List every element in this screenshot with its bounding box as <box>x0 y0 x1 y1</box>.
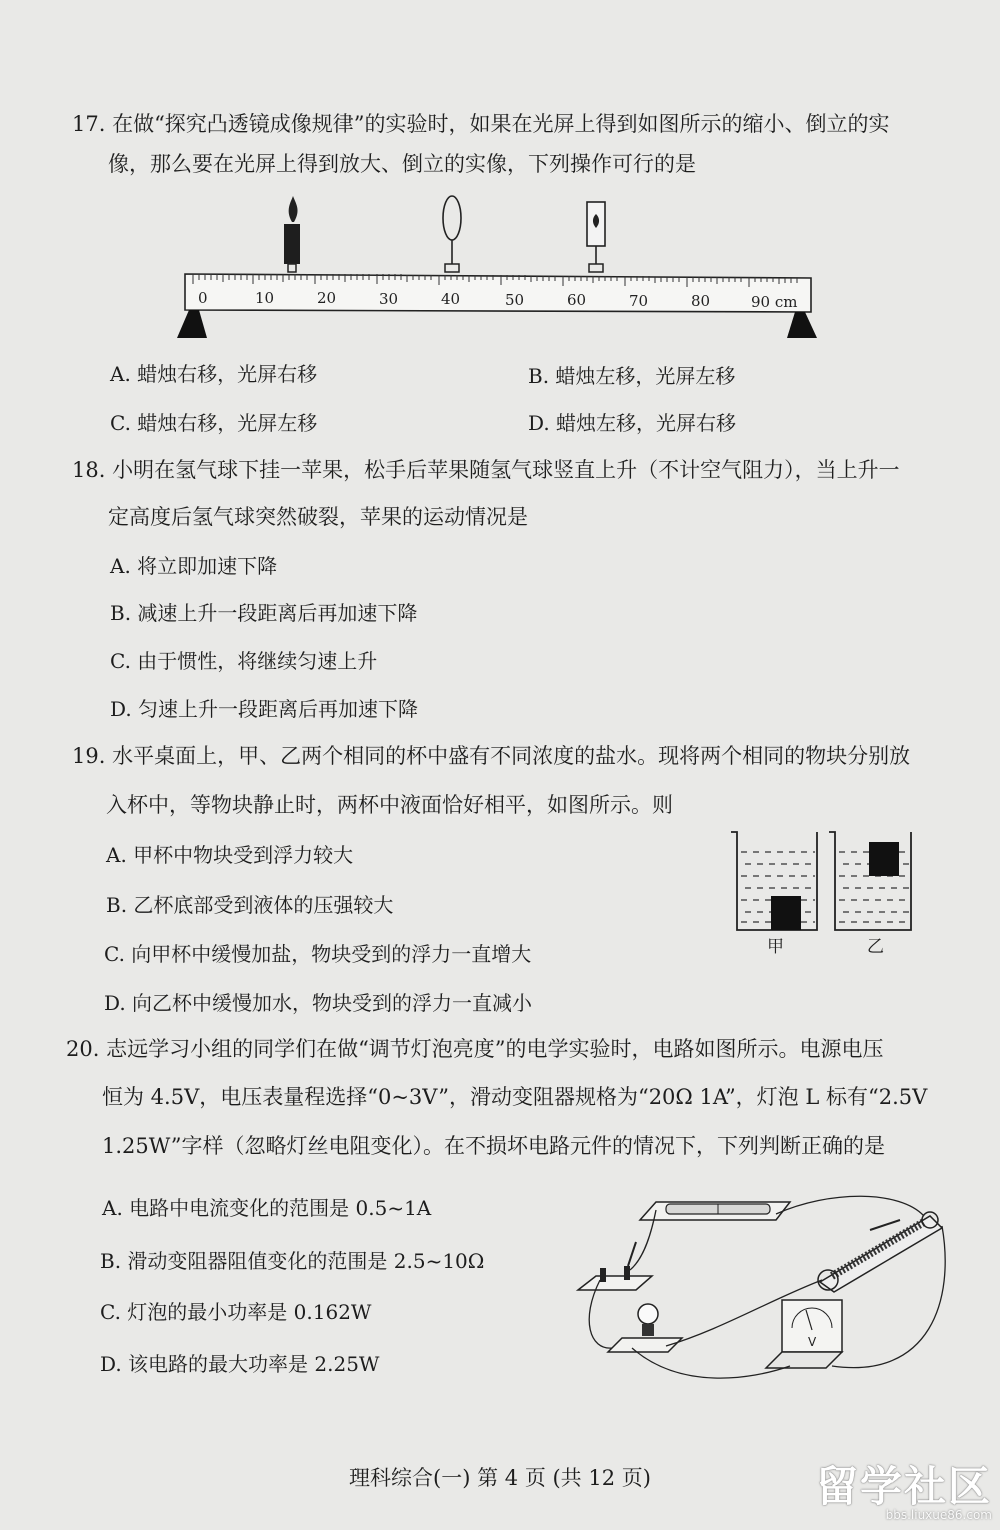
q18-stem-line1: 18. 小明在氢气球下挂一苹果，松手后苹果随氢气球竖直上升（不计空气阻力），当上升一 <box>72 458 900 482</box>
q17-stem-line1: 17. 在做“探究凸透镜成像规律”的实验时，如果在光屏上得到如图所示的缩小、倒立的实 <box>72 112 890 136</box>
ruler-tick-label: 50 <box>505 291 525 309</box>
q20-stem-line2: 恒为 4.5V，电压表量程选择“0~3V”，滑动变阻器规格为“20Ω 1A”，灯泡 L 标有“2.5V <box>102 1085 928 1109</box>
q19-option-b: B. 乙杯底部受到液体的压强较大 <box>106 893 394 917</box>
watermark-brand: 留学社区 <box>815 1462 992 1511</box>
bench-foot-left <box>177 310 207 338</box>
q20-option-d: D. 该电路的最大功率是 2.25W <box>100 1352 380 1376</box>
q18-stem-line2: 定高度后氢气球突然破裂，苹果的运动情况是 <box>108 505 528 529</box>
q17-option-c: C. 蜡烛右移，光屏左移 <box>110 411 318 435</box>
q18-option-d: D. 匀速上升一段距离后再加速下降 <box>110 697 419 721</box>
ruler-tick-label: 0 <box>198 289 208 307</box>
circuit-figure <box>570 1180 950 1405</box>
q20-stem-line3: 1.25W”字样（忽略灯丝电阻变化）。在不损坏电路元件的情况下，下列判断正确的是 <box>102 1134 885 1158</box>
salt-water-cups-figure <box>725 822 915 962</box>
q18-option-c: C. 由于惯性，将继续匀速上升 <box>110 649 378 673</box>
candle-icon <box>284 224 300 264</box>
q17-option-a: A. 蜡烛右移，光屏右移 <box>110 362 318 386</box>
q19-stem-line2: 入杯中，等物块静止时，两杯中液面恰好相平，如图所示。则 <box>106 793 673 817</box>
block-in-jia <box>771 896 801 930</box>
ruler-tick-label: 30 <box>379 290 399 308</box>
ruler-tick-label: 40 <box>441 290 461 308</box>
voltmeter-symbol: V <box>808 1335 817 1349</box>
ruler-tick-label: 70 <box>629 292 649 310</box>
q18-option-a: A. 将立即加速下降 <box>110 554 278 578</box>
cup-label-yi: 乙 <box>867 937 884 957</box>
q17-option-d: D. 蜡烛左移，光屏右移 <box>528 411 737 435</box>
watermark-url: bbs.liuxue86.com <box>885 1508 992 1522</box>
cup-label-jia: 甲 <box>767 937 784 957</box>
q19-option-c: C. 向甲杯中缓慢加盐，物块受到的浮力一直增大 <box>104 942 532 966</box>
ruler-tick-label: 80 <box>691 292 711 310</box>
ruler-tick-label: 10 <box>255 289 275 307</box>
q17-stem-line2: 像，那么要在光屏上得到放大、倒立的实像，下列操作可行的是 <box>108 152 696 176</box>
block-in-yi <box>869 842 899 876</box>
bench-foot-right <box>787 312 817 338</box>
page-footer: 理科综合(一) 第 4 页 (共 12 页) <box>349 1466 651 1490</box>
q20-stem-line1: 20. 志远学习小组的同学们在做“调节灯泡亮度”的电学实验时，电路如图所示。电源电压 <box>66 1037 884 1061</box>
ruler-tick-label: 60 <box>567 291 587 309</box>
q19-option-a: A. 甲杯中物块受到浮力较大 <box>106 843 354 867</box>
site-watermark <box>815 1462 992 1522</box>
lens-icon <box>443 196 461 240</box>
q20-option-a: A. 电路中电流变化的范围是 0.5~1A <box>102 1196 432 1220</box>
ruler-tick-label: 20 <box>317 289 337 307</box>
bulb-icon <box>638 1304 658 1324</box>
q17-option-b: B. 蜡烛左移，光屏左移 <box>528 364 736 388</box>
optical-bench-figure <box>175 192 825 342</box>
ruler-tick-label: 90 cm <box>751 293 798 311</box>
switch-base <box>578 1276 652 1290</box>
q19-option-d: D. 向乙杯中缓慢加水，物块受到的浮力一直减小 <box>104 991 533 1015</box>
q19-stem-line1: 19. 水平桌面上，甲、乙两个相同的杯中盛有不同浓度的盐水。现将两个相同的物块分别放 <box>72 744 911 768</box>
q20-option-c: C. 灯泡的最小功率是 0.162W <box>100 1300 372 1324</box>
q20-option-b: B. 滑动变阻器阻值变化的范围是 2.5~10Ω <box>100 1249 485 1273</box>
q18-option-b: B. 减速上升一段距离后再加速下降 <box>110 601 418 625</box>
